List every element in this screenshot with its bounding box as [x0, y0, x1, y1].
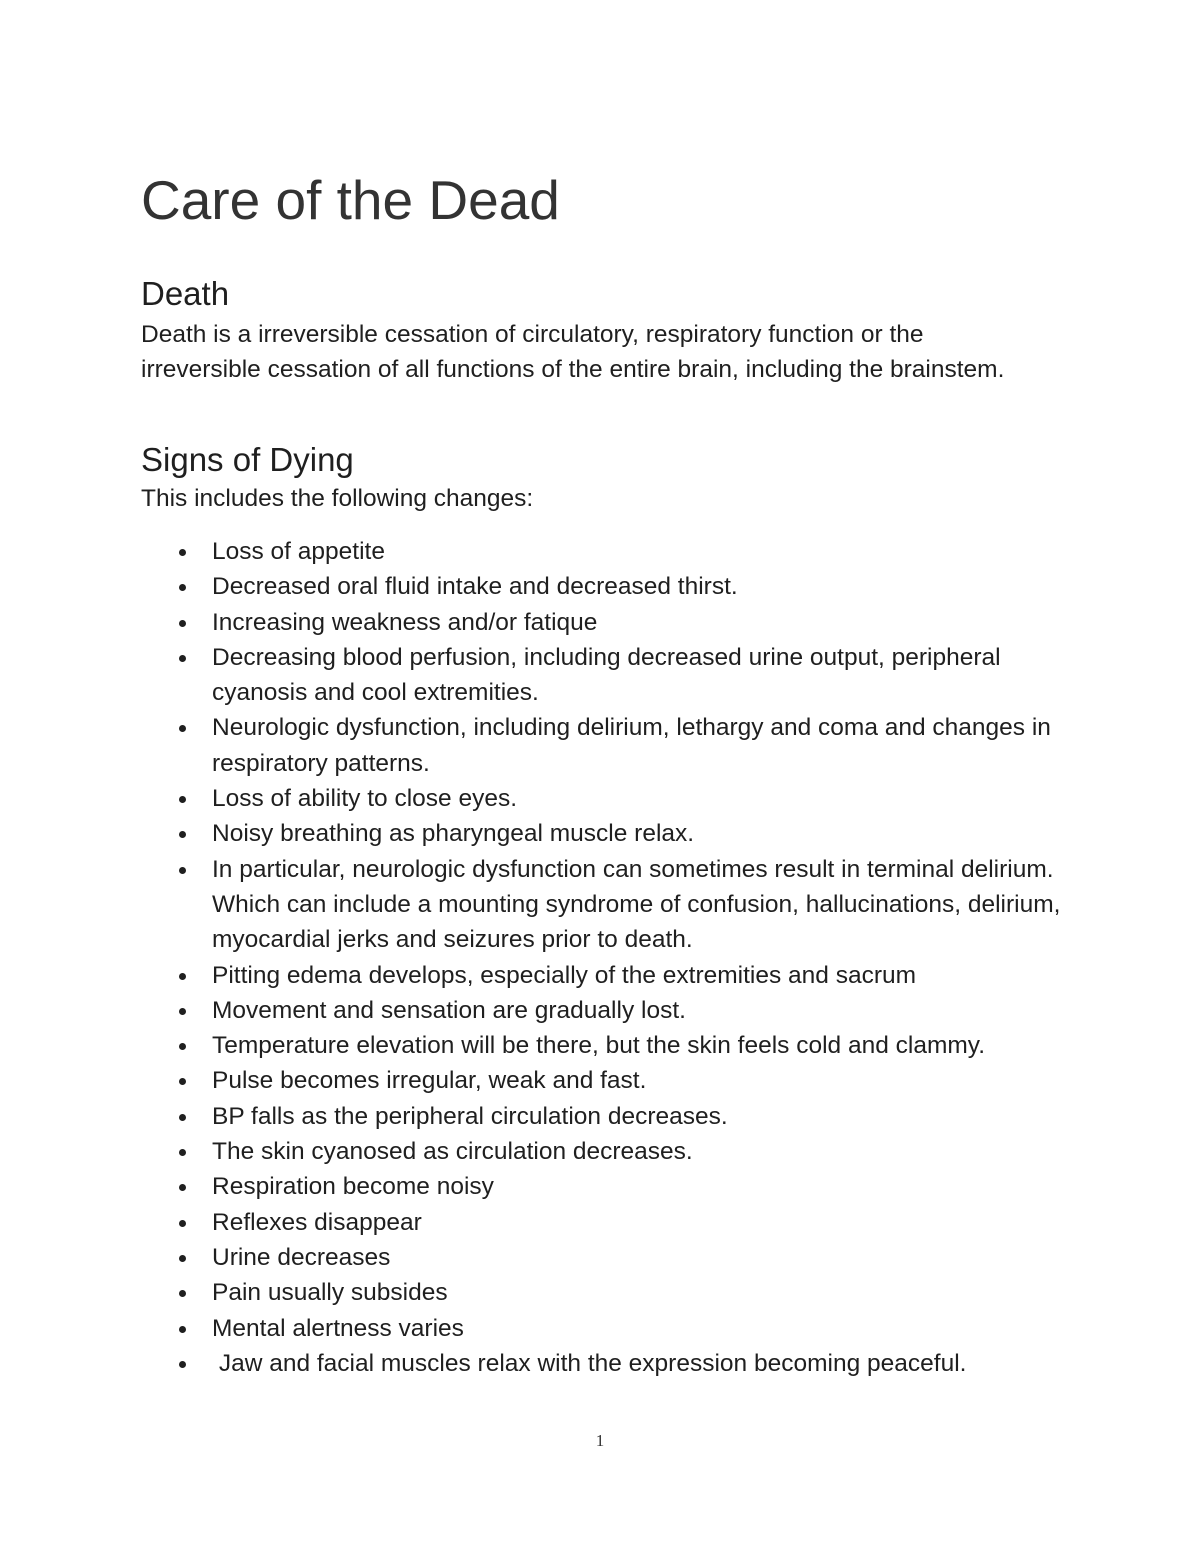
list-item-text: Reflexes disappear: [212, 1208, 422, 1236]
list-item: [141, 569, 1071, 604]
list-item-text: Decreasing blood perfusion, including decreased urine output, peripheral cyanosis and cool extremities.: [212, 643, 1008, 707]
list-item-text: Pitting edema develops, especially of the extremities and sacrum: [212, 961, 917, 989]
list-item-text: Pulse becomes irregular, weak and fast.: [212, 1067, 647, 1095]
list-item: [141, 1240, 1071, 1275]
bullet-icon: [179, 1114, 186, 1121]
list-item-text: Pain usually subsides: [212, 1279, 448, 1307]
bullet-icon: [179, 655, 186, 662]
list-item-text: Decreased oral fluid intake and decreased thirst.: [212, 573, 738, 601]
list-item: [141, 816, 1071, 851]
bullet-icon: [179, 1255, 186, 1262]
bullet-icon: [179, 1290, 186, 1297]
list-item: [141, 958, 1071, 993]
list-item: [141, 1311, 1071, 1346]
list-item: [141, 1099, 1071, 1134]
bullet-icon: [179, 1149, 186, 1156]
list-item: [141, 1169, 1071, 1204]
list-item-text: Loss of appetite: [212, 538, 385, 565]
list-item-text: Urine decreases: [212, 1243, 391, 1271]
list-item-text: BP falls as the peripheral circulation decreases.: [212, 1102, 728, 1130]
document-title: Care of the Dead: [141, 169, 560, 231]
list-item: [141, 1063, 1071, 1098]
bullet-icon: [179, 831, 186, 838]
section-heading-signs-of-dying: Signs of Dying: [141, 441, 354, 478]
bullet-icon: [179, 620, 186, 627]
bullet-icon: [179, 1008, 186, 1015]
list-item-text: Noisy breathing as pharyngeal muscle relax.: [212, 820, 695, 848]
death-definition-paragraph: Death is a irreversible cessation of circulatory, respiratory function or the irreversible cessation of all functions of the entire brain, including the brainstem.: [141, 321, 1005, 383]
list-item-text: The skin cyanosed as circulation decreases.: [212, 1138, 693, 1166]
list-item-text: In particular, neurologic dysfunction can sometimes result in terminal delirium. Which can include a mounting syndrome of confusion, hallucinations, delirium, myocardial jerks and seizures prior to death.: [212, 855, 1068, 954]
list-item: [141, 852, 1071, 958]
list-item-text: Respiration become noisy: [212, 1173, 494, 1201]
list-item-text: Mental alertness varies: [212, 1314, 464, 1342]
list-item: [141, 781, 1071, 816]
list-item: [141, 710, 1071, 781]
list-item-text: Increasing weakness and/or fatique: [212, 608, 598, 636]
bullet-icon: [179, 1184, 186, 1191]
section-heading-death: Death: [141, 275, 230, 312]
bullet-icon: [179, 973, 186, 980]
page-number: 1: [595, 1431, 605, 1450]
list-item: [141, 605, 1071, 640]
signs-intro-text: This includes the following changes:: [141, 485, 534, 512]
bullet-icon: [179, 549, 186, 556]
list-item-text: Jaw and facial muscles relax with the expression becoming peaceful.: [212, 1349, 967, 1377]
bullet-icon: [179, 796, 186, 803]
list-item-text: Temperature elevation will be there, but the skin feels cold and clammy.: [212, 1032, 986, 1060]
list-item: [141, 640, 1071, 711]
list-item-text: Neurologic dysfunction, including delirium, lethargy and coma and changes in respiratory patterns.: [212, 714, 1058, 777]
bullet-icon: [179, 1220, 186, 1227]
list-item: [141, 1346, 1071, 1381]
list-item: [141, 1205, 1071, 1240]
bullet-icon: [179, 1326, 186, 1333]
bullet-icon: [179, 584, 186, 591]
list-item: [141, 993, 1071, 1028]
list-item: [141, 1275, 1071, 1310]
bullet-icon: [179, 1361, 186, 1368]
signs-of-dying-list: [141, 534, 1071, 1381]
list-item-text: Movement and sensation are gradually lost.: [212, 996, 686, 1024]
list-item-text: Loss of ability to close eyes.: [212, 785, 518, 813]
list-item: [141, 1028, 1071, 1063]
bullet-icon: [179, 1043, 186, 1050]
list-item: [141, 534, 1071, 569]
bullet-icon: [179, 725, 186, 732]
bullet-icon: [179, 1078, 186, 1085]
bullet-icon: [179, 867, 186, 874]
list-item: [141, 1134, 1071, 1169]
